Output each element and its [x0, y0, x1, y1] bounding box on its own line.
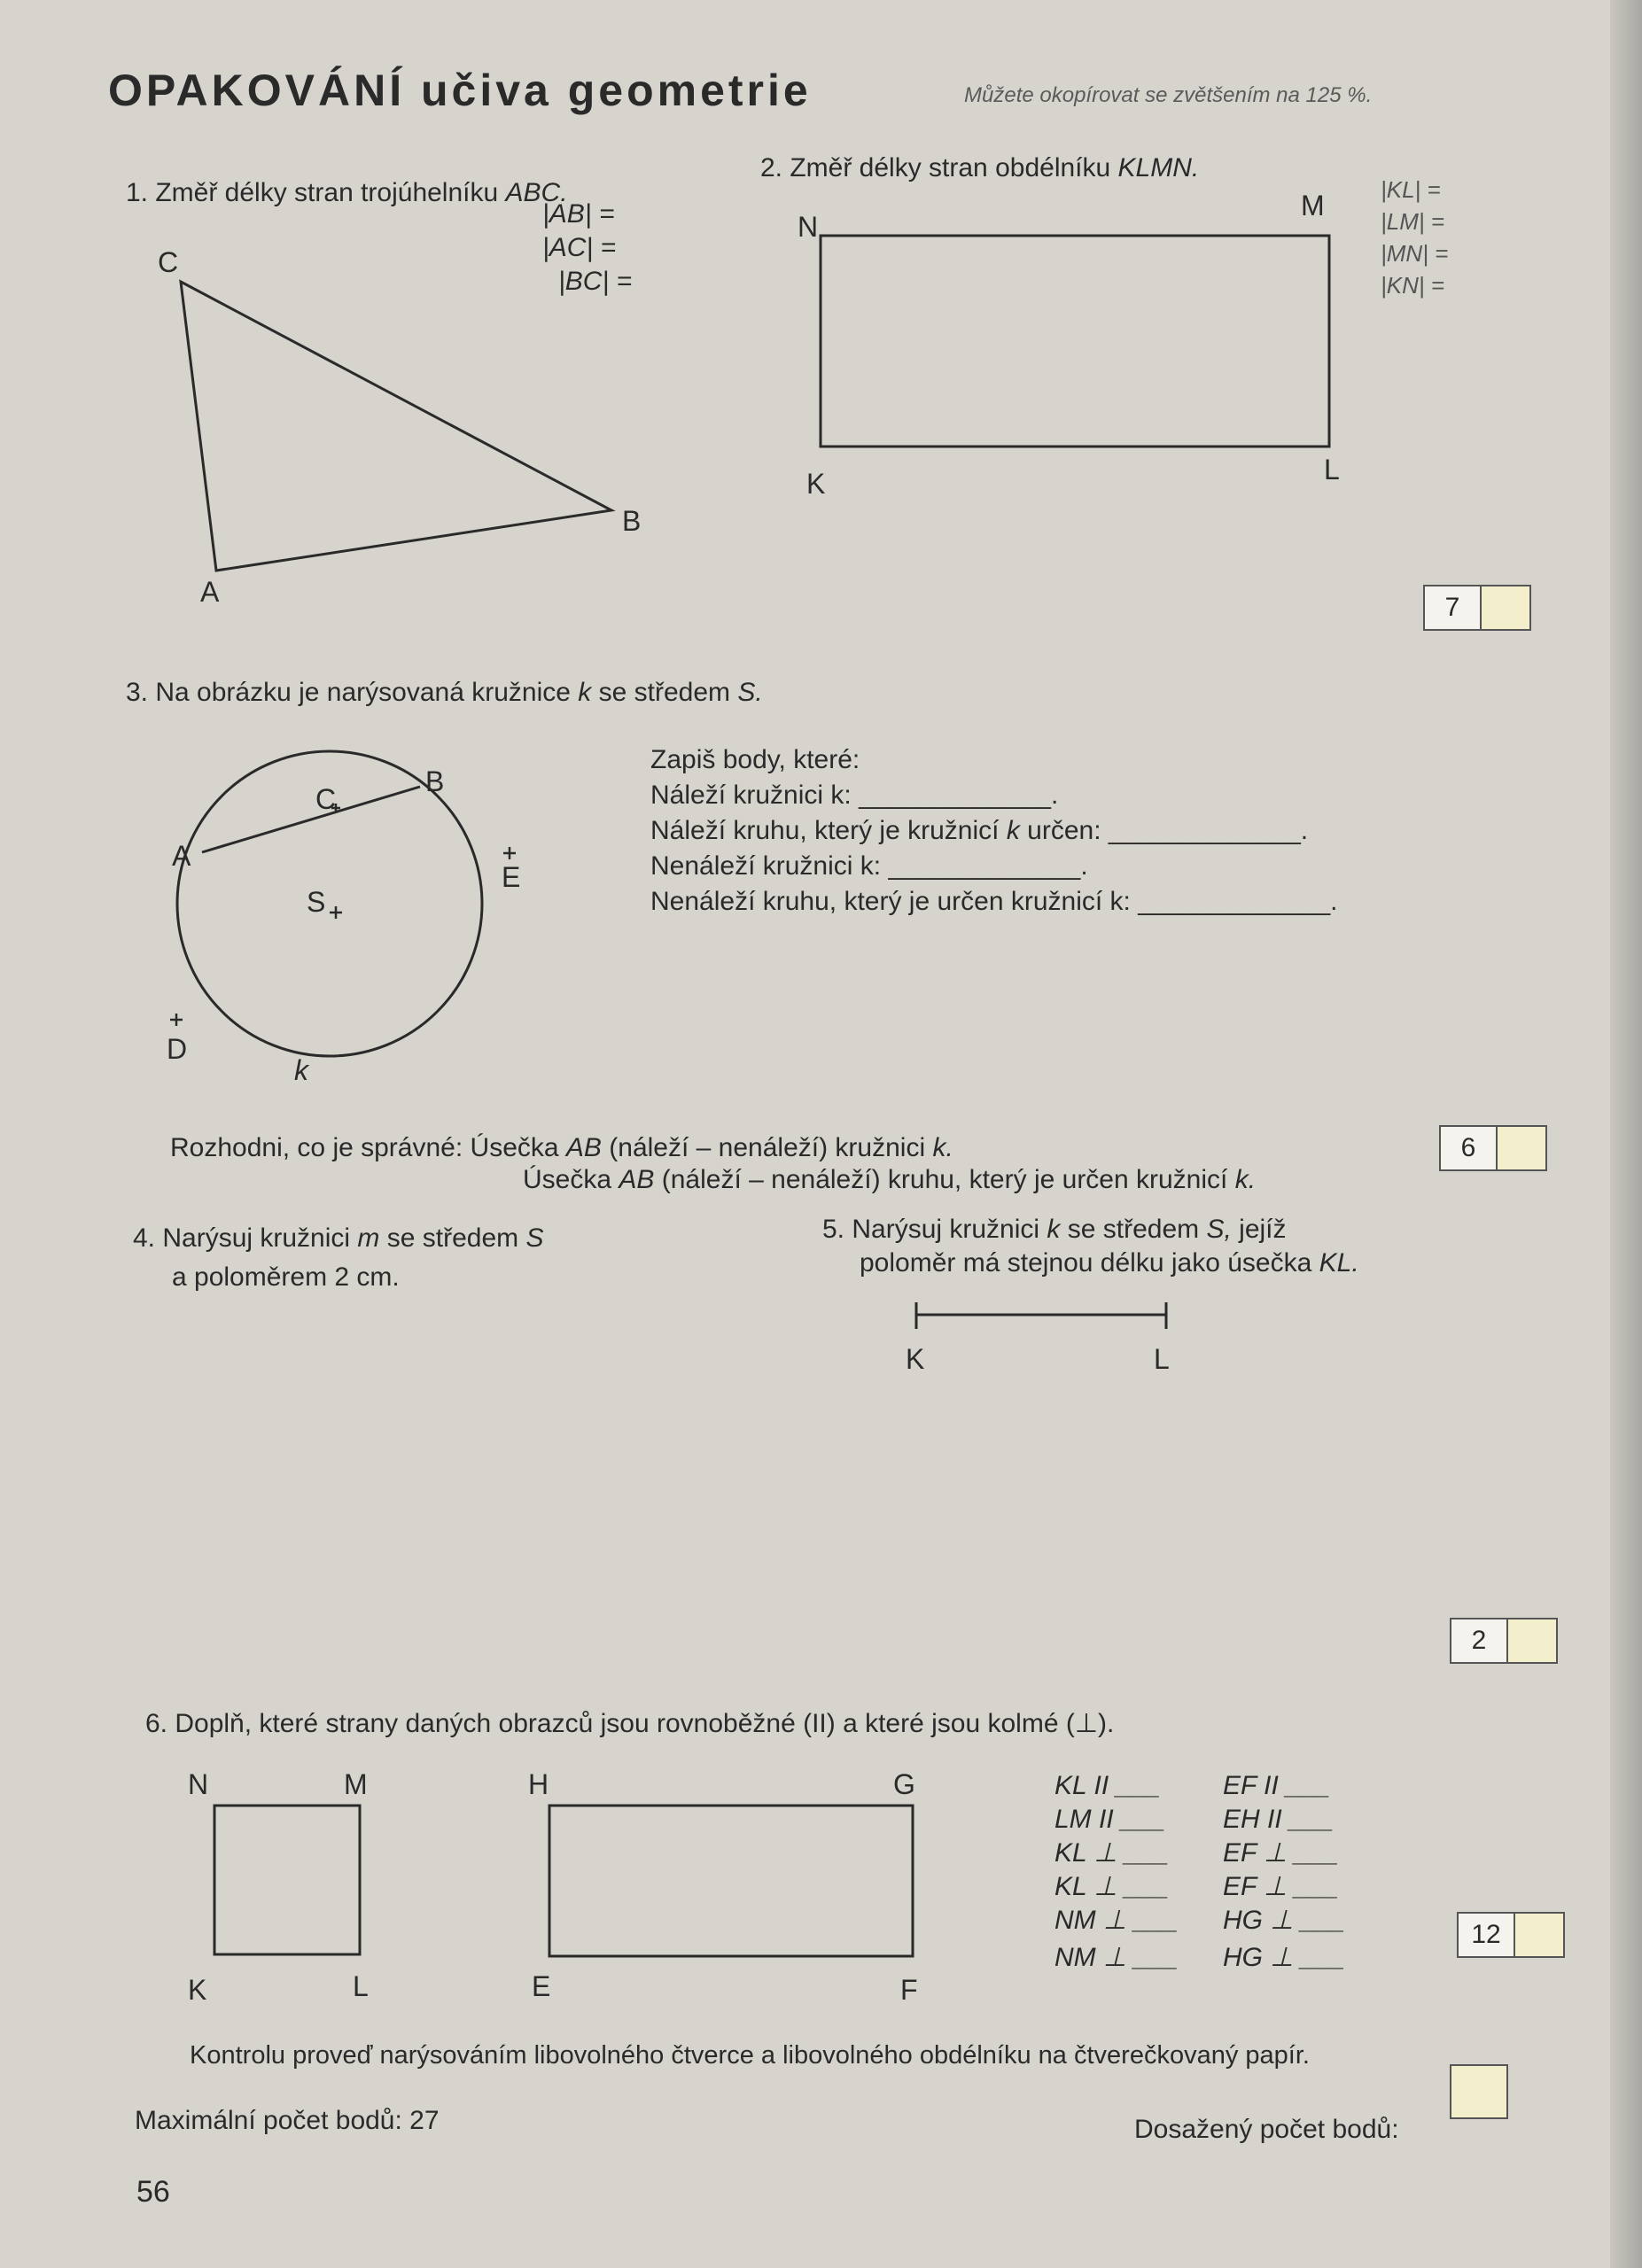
- point-label-b: B: [622, 505, 642, 537]
- rect-label-e: E: [532, 1970, 551, 2002]
- task3-q1: Náleží kružnici k: _____________.: [650, 781, 1059, 810]
- relation-right-6: HG ⊥ ___: [1223, 1943, 1345, 1972]
- task1-ac-line: |AC| =: [542, 233, 617, 262]
- point-label-m: M: [1301, 190, 1325, 221]
- task3-decide-1: Rozhodni, co je správné: Úsečka AB (náleží – nenáleží) kružnici k.: [170, 1133, 953, 1162]
- task3-intro: Zapiš body, které:: [650, 745, 860, 774]
- relation-left-2: LM II ___: [1054, 1805, 1166, 1834]
- score-value: 7: [1425, 586, 1482, 629]
- score-value: 2: [1451, 1619, 1508, 1662]
- segment-label-k: K: [906, 1343, 925, 1375]
- square-klmn: [214, 1806, 360, 1954]
- point-label-a: A: [200, 576, 220, 608]
- rect-label-g: G: [893, 1768, 915, 1800]
- task2-kl-line: |KL| =: [1381, 176, 1441, 203]
- score-value: 12: [1459, 1914, 1515, 1956]
- task4-line1: 4. Narýsuj kružnici m se středem S: [133, 1223, 544, 1253]
- page-number: 56: [136, 2175, 170, 2209]
- square-label-l: L: [353, 1970, 369, 2002]
- task1-ab-line: |AB| =: [542, 199, 615, 229]
- segment-label-l: L: [1154, 1343, 1170, 1375]
- square-label-n: N: [188, 1768, 209, 1800]
- max-points: Maximální počet bodů: 27: [135, 2106, 440, 2135]
- task3-q4: Nenáleží kruhu, který je určen kružnicí k: _____________.: [650, 887, 1338, 916]
- task1-prompt: 1. Změř délky stran trojúhelníku ABC.: [126, 178, 568, 207]
- task3-decide-2: Úsečka AB (náleží – nenáleží) kruhu, který je určen kružnicí k.: [523, 1165, 1257, 1194]
- point-label-l: L: [1324, 454, 1340, 485]
- relation-left-4: KL ⊥ ___: [1054, 1872, 1170, 1901]
- relation-left-6: NM ⊥ ___: [1054, 1943, 1179, 1972]
- task2-prompt: 2. Změř délky stran obdélníku KLMN.: [760, 153, 1200, 183]
- circle-label-c: C: [315, 783, 337, 815]
- square-label-m: M: [344, 1768, 368, 1800]
- task3-q2: Náleží kruhu, který je kružnicí k určen: _____________.: [650, 816, 1309, 845]
- task4-line2: a poloměrem 2 cm.: [172, 1262, 400, 1292]
- task5-line2: poloměr má stejnou délku jako úsečka KL.: [860, 1248, 1359, 1278]
- rectangle-efgh: [549, 1806, 913, 1956]
- task3-q3: Nenáleží kružnici k: _____________.: [650, 851, 1088, 881]
- relation-right-4: EF ⊥ ___: [1223, 1872, 1339, 1901]
- circle-label-e: E: [502, 861, 521, 893]
- point-label-c: C: [158, 246, 179, 278]
- rect-label-f: F: [900, 1974, 918, 2006]
- rect-label-h: H: [528, 1768, 549, 1800]
- task5-line1: 5. Narýsuj kružnici k se středem S, jejíž: [822, 1215, 1287, 1244]
- task3-prompt: 3. Na obrázku je narýsovaná kružnice k se středem S.: [126, 678, 763, 707]
- task6-prompt: 6. Doplň, které strany daných obrazců jsou rovnoběžné (II) a které jsou kolmé (⊥).: [145, 1709, 1115, 1738]
- relation-right-5: HG ⊥ ___: [1223, 1906, 1345, 1935]
- point-label-n: N: [798, 211, 819, 243]
- achieved-points-label: Dosažený počet bodů:: [1134, 2115, 1399, 2144]
- circle-label-a: A: [172, 840, 191, 872]
- task2-mn-line: |MN| =: [1381, 240, 1449, 267]
- score-value: 6: [1441, 1127, 1498, 1169]
- point-label-k: K: [806, 468, 826, 500]
- relation-left-1: KL II ___: [1054, 1771, 1161, 1800]
- task2-lm-line: |LM| =: [1381, 208, 1445, 235]
- circle-label-b: B: [425, 765, 445, 797]
- chord-ab: [202, 787, 420, 852]
- copy-note: Můžete okopírovat se zvětšením na 125 %.: [964, 83, 1373, 107]
- task1-bc-line: |BC| =: [558, 267, 633, 296]
- page-title: OPAKOVÁNÍ učiva geometrie: [108, 66, 812, 115]
- rectangle-klmn: [821, 236, 1329, 447]
- triangle-abc: [181, 282, 611, 571]
- circle-label-k: k: [294, 1054, 308, 1086]
- square-label-k: K: [188, 1974, 207, 2006]
- relation-right-2: EH II ___: [1223, 1805, 1335, 1834]
- circle-label-d: D: [167, 1033, 188, 1065]
- task2-kn-line: |KN| =: [1381, 272, 1445, 299]
- relation-right-3: EF ⊥ ___: [1223, 1838, 1339, 1868]
- task6-check: Kontrolu proveď narýsováním libovolného čtverce a libovolného obdélníku na čtverečkovaný papír.: [190, 2041, 1310, 2070]
- circle-k: [177, 751, 482, 1056]
- relation-right-1: EF II ___: [1223, 1771, 1331, 1800]
- circle-label-s: S: [307, 886, 326, 918]
- relation-left-3: KL ⊥ ___: [1054, 1838, 1170, 1868]
- relation-left-5: NM ⊥ ___: [1054, 1906, 1179, 1935]
